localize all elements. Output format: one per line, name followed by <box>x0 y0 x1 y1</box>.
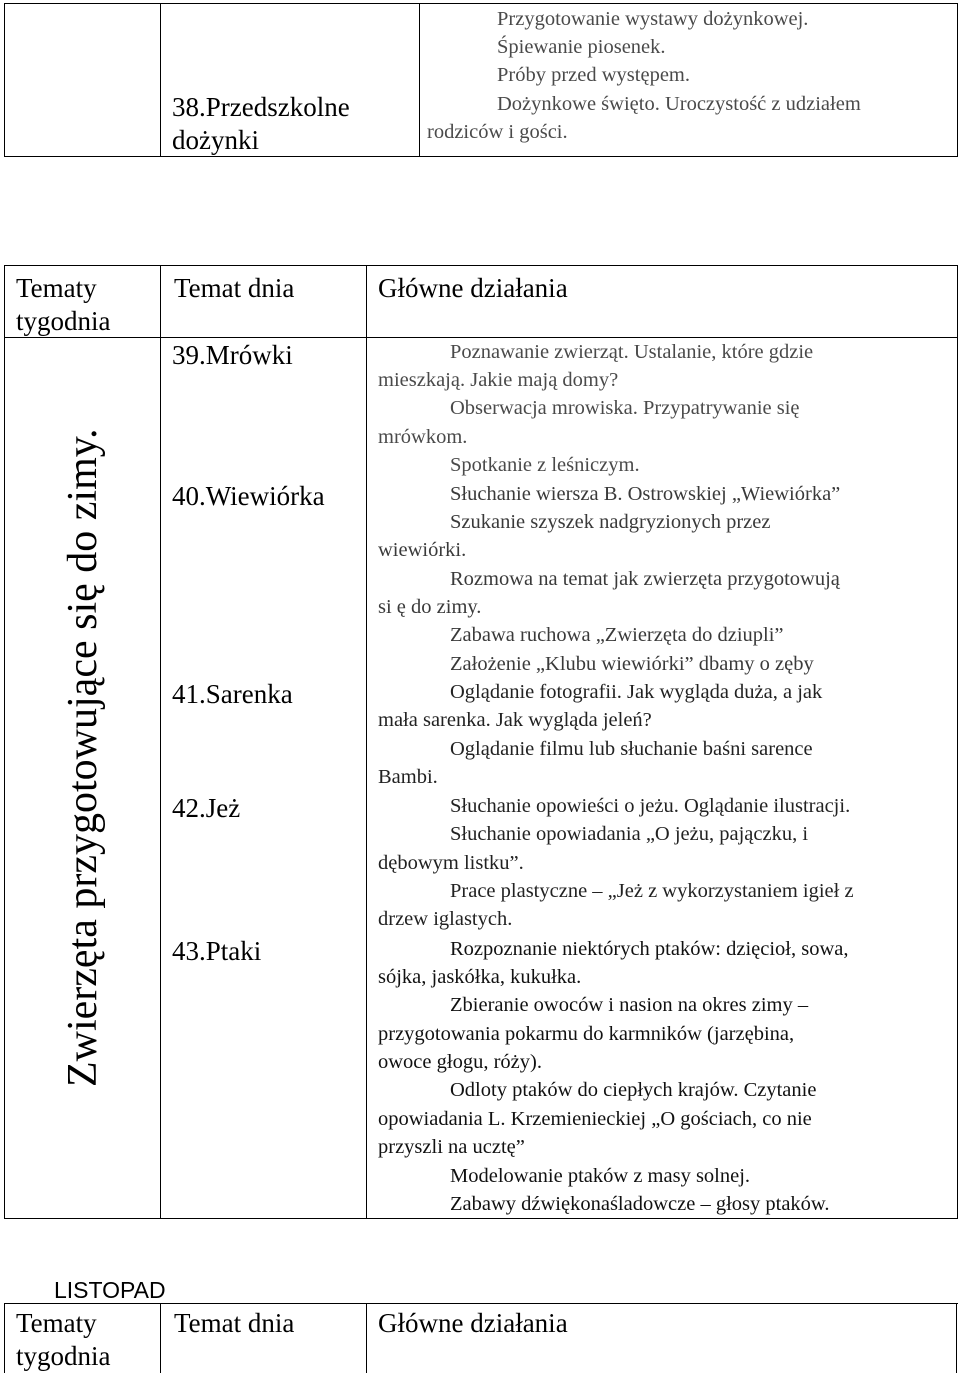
activity-40-3: wiewiórki. <box>378 539 467 561</box>
activity-39-1: Poznawanie zwierząt. Ustalanie, które gdzie <box>450 341 814 363</box>
bottom-header-main-activities: Główne działania <box>378 1308 568 1338</box>
activity-40-2: Szukanie szyszek nadgryzionych przez <box>450 511 771 533</box>
day-title-42: 42.Jeż <box>172 793 241 823</box>
activity-43-7: opowiadania L. Krzemienieckiej „O gościach, co nie <box>378 1108 812 1130</box>
activity-41-4: Bambi. <box>378 766 438 788</box>
header-day-topic: Temat dnia <box>174 273 295 303</box>
top-table-divider-2 <box>419 3 420 157</box>
activity-38-3: Próby przed występem. <box>497 64 690 86</box>
activity-43-8: przyszli na ucztę” <box>378 1136 525 1158</box>
activity-40-4: Rozmowa na temat jak zwierzęta przygotowują <box>450 568 840 590</box>
activity-40-1: Słuchanie wiersza B. Ostrowskiej „Wiewiórka” <box>450 483 841 505</box>
main-table-col-divider-1 <box>160 265 161 1219</box>
activity-39-5: Spotkanie z leśniczym. <box>450 454 640 476</box>
activity-38-4: Dożynkowe święto. Uroczystość z udziałem <box>497 93 861 115</box>
activity-43-9: Modelowanie ptaków z masy solnej. <box>450 1165 751 1187</box>
activity-39-2: mieszkają. Jakie mają domy? <box>378 369 619 391</box>
activity-41-3: Oglądanie filmu lub słuchanie baśni sarence <box>450 738 813 760</box>
bottom-table-col-divider-2 <box>366 1303 367 1373</box>
header-week-themes-line2: tygodnia <box>16 306 111 336</box>
header-week-themes: Tematy <box>16 273 97 303</box>
activity-43-6: Odloty ptaków do ciepłych krajów. Czytanie <box>450 1079 817 1101</box>
day-title-39: 39.Mrówki <box>172 340 293 370</box>
main-table-col-divider-2 <box>366 265 367 1219</box>
day-title-41: 41.Sarenka <box>172 679 293 709</box>
activity-43-3: Zbieranie owoców i nasion na okres zimy – <box>450 994 809 1016</box>
activity-40-6: Zabawa ruchowa „Zwierzęta do dziupli” <box>450 624 784 646</box>
header-main-activities: Główne działania <box>378 273 568 303</box>
activity-38-5: rodziców i gości. <box>427 121 568 143</box>
activity-40-7: Założenie „Klubu wiewiórki” dbamy o zęby <box>450 653 814 675</box>
activity-43-10: Zabawy dźwiękonaśladowcze – głosy ptaków. <box>450 1193 830 1215</box>
bottom-table-left-border <box>4 1303 5 1373</box>
top-table-divider-1 <box>160 3 161 157</box>
activity-41-1: Oglądanie fotografii. Jak wygląda duża, a jak <box>450 681 823 703</box>
activity-39-3: Obserwacja mrowiska. Przypatrywanie się <box>450 397 800 419</box>
bottom-table-col-divider-1 <box>160 1303 161 1373</box>
activity-42-1: Słuchanie opowieści o jeżu. Oglądanie ilustracji. <box>450 795 851 817</box>
activity-43-5: owoce głogu, róży). <box>378 1051 542 1073</box>
activity-43-4: przygotowania pokarmu do karmników (jarzębina, <box>378 1023 795 1045</box>
day-title-38: 38.Przedszkolne <box>172 92 350 122</box>
week-theme-vertical: Zwierzęta przygotowujące się do zimy. <box>60 428 106 1087</box>
activity-43-1: Rozpoznanie niektórych ptaków: dzięcioł, sowa, <box>450 938 849 960</box>
bottom-table-right-border <box>956 1303 957 1373</box>
day-title-40: 40.Wiewiórka <box>172 481 325 511</box>
month-label: LISTOPAD <box>54 1277 166 1303</box>
activity-42-2: Słuchanie opowiadania „O jeżu, pajączku, i <box>450 823 809 845</box>
bottom-table-top-border <box>4 1303 958 1304</box>
activity-38-1: Przygotowanie wystawy dożynkowej. <box>497 8 809 30</box>
activity-43-2: sójka, jaskółka, kukułka. <box>378 966 582 988</box>
bottom-header-day-topic: Temat dnia <box>174 1308 295 1338</box>
day-title-38-line2: dożynki <box>172 125 259 155</box>
bottom-header-week-themes: Tematy <box>16 1308 97 1338</box>
activity-42-5: drzew iglastych. <box>378 908 513 930</box>
activity-39-4: mrówkom. <box>378 426 468 448</box>
activity-42-4: Prace plastyczne – „Jeż z wykorzystaniem igieł z <box>450 880 854 902</box>
activity-40-5: si ę do zimy. <box>378 596 482 618</box>
activity-41-2: mała sarenka. Jak wygląda jeleń? <box>378 709 652 731</box>
activity-38-2: Śpiewanie piosenek. <box>497 36 666 58</box>
activity-42-3: dębowym listku”. <box>378 852 524 874</box>
day-title-43: 43.Ptaki <box>172 936 262 966</box>
bottom-header-week-themes-line2: tygodnia <box>16 1341 111 1371</box>
